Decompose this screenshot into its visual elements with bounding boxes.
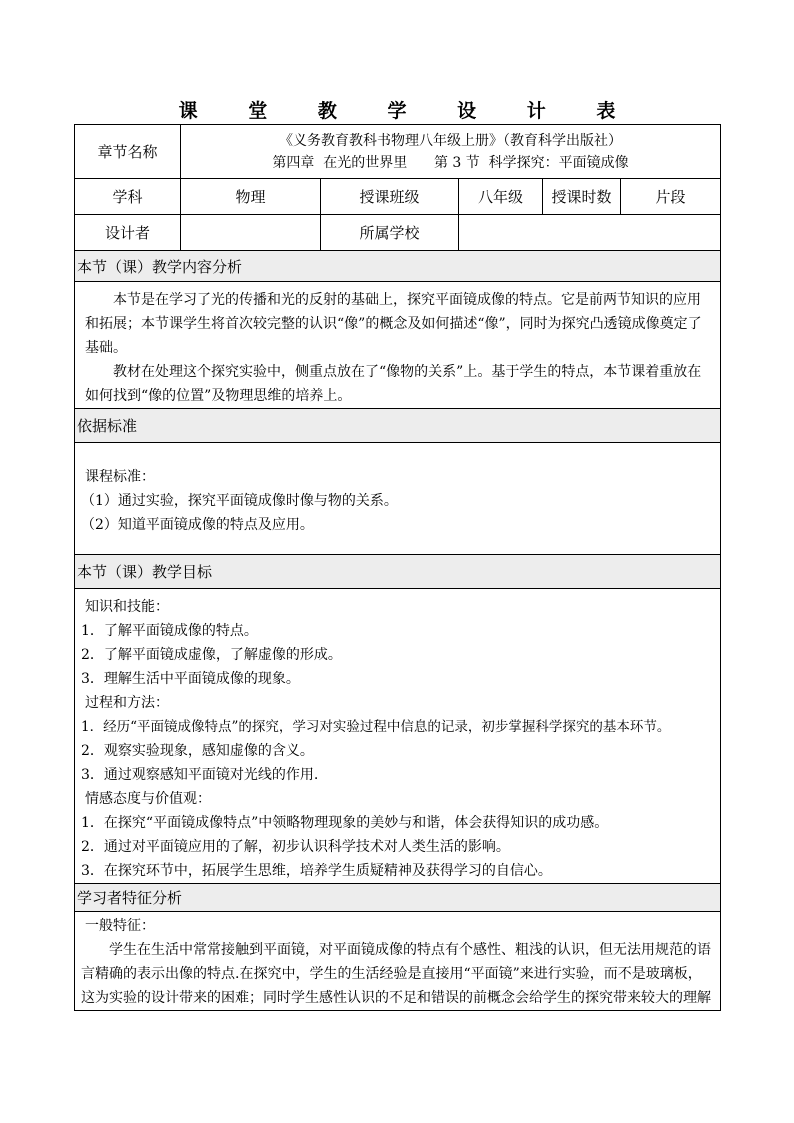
objectives-heading: 本节（课）教学目标 [75, 555, 721, 589]
learner-analysis-body-row [75, 912, 721, 1011]
standards-heading: 依据标准 [75, 409, 721, 443]
objectives-group-3-item-3: 3．在探究环节中，拓展学生思维，培养学生质疑精神及获得学习的自信心。 [81, 863, 552, 879]
designer-row [75, 215, 721, 251]
standards-label: 课程标准： [85, 469, 155, 485]
chapter-row [75, 125, 721, 179]
objectives-group-2-item-1: 1．经历“平面镜成像特点”的探究，学习对实验过程中信息的记录，初步掌握科学探究的基本环节。 [81, 719, 671, 735]
objectives-group-1-item-3: 3．理解生活中平面镜成像的现象。 [81, 671, 300, 687]
objectives-group-1-item-2: 2．了解平面镜成虚像，了解虚像的形成。 [81, 647, 342, 663]
standards-item-1: （1）通过实验，探究平面镜成像时像与物的关系。 [81, 493, 398, 509]
standards-body [75, 443, 721, 555]
grade-value: 八年级 [459, 179, 543, 215]
standards-item-2: （2）知道平面镜成像的特点及应用。 [81, 517, 314, 533]
designer-value [181, 215, 321, 251]
learner-analysis-label: 一般特征： [85, 918, 155, 934]
content-analysis-heading: 本节（课）教学内容分析 [75, 251, 721, 282]
learner-analysis-heading-row [75, 884, 721, 912]
objectives-group-1-label: 知识和技能： [85, 599, 169, 615]
learner-analysis-heading: 学习者特征分析 [75, 884, 721, 912]
objectives-group-2-item-3: 3．通过观察感知平面镜对光线的作用. [81, 767, 319, 783]
objectives-group-3-item-2: 2．通过对平面镜应用的了解，初步认识科学技术对人类生活的影响。 [81, 839, 510, 855]
content-analysis-paragraph-1: 本节是在学习了光的传播和光的反射的基础上，探究平面镜成像的特点。它是前两节知识的应用和拓展；本节课学生将首次较完整的认识“像”的概念及如何描述“像”，同时为探究凸透镜成像奠定了基础。 [85, 292, 702, 356]
objectives-heading-row [75, 555, 721, 589]
duration-label: 授课时数 [543, 179, 621, 215]
school-label: 所属学校 [321, 215, 459, 251]
duration-value: 片段 [621, 179, 721, 215]
objectives-group-3-label: 情感态度与价值观： [85, 791, 211, 807]
objectives-group-3-item-1: 1．在探究“平面镜成像特点”中领略物理现象的美妙与和谐，体会获得知识的成功感。 [81, 815, 609, 831]
content-analysis-paragraph-2: 教材在处理这个探究实验中，侧重点放在了“像物的关系”上。基于学生的特点，本节课着重放在如何找到“像的位置”及物理思维的培养上。 [85, 364, 702, 404]
learner-analysis-paragraph-1: 学生在生活中常常接触到平面镜，对平面镜成像的特点有个感性、粗浅的认识，但无法用规范的语言精确的表示出像的特点.在探究中，学生的生活经验是直接用“平面镜”来进行实验，而不是玻璃板，这为实验的设计带来的困难；同时学生感性认识的不足和错误的前概念会给学生的探究带来较大的理解 [81, 942, 711, 1006]
grade-label: 授课班级 [321, 179, 459, 215]
content-analysis-body-row [75, 282, 721, 409]
subject-label: 学科 [75, 179, 181, 215]
objectives-group-1-item-1: 1．了解平面镜成像的特点。 [81, 623, 258, 639]
chapter-label: 章节名称 [75, 125, 181, 179]
objectives-group-2-label: 过程和方法： [85, 695, 169, 711]
school-value [459, 215, 721, 251]
chapter-value [181, 125, 721, 179]
chapter-line-1: 《义务教育教科书物理八年级上册》（教育科学出版社） [279, 132, 623, 149]
learner-analysis-body [75, 912, 721, 1011]
standards-heading-row [75, 409, 721, 443]
document-title: 课 堂 教 学 设 计 表 [178, 100, 638, 122]
subject-value: 物理 [181, 179, 321, 215]
standards-body-row [75, 443, 721, 555]
objectives-group-2-item-2: 2．观察实验现象，感知虚像的含义。 [81, 743, 314, 759]
designer-label: 设计者 [75, 215, 181, 251]
subject-row [75, 179, 721, 215]
objectives-body-row [75, 589, 721, 884]
content-analysis-body [75, 282, 721, 409]
content-analysis-heading-row [75, 251, 721, 282]
chapter-line-2: 第四章 在光的世界里 第 3 节 科学探究：平面镜成像 [272, 154, 629, 171]
objectives-body [75, 589, 721, 884]
lesson-design-table [74, 124, 721, 1011]
